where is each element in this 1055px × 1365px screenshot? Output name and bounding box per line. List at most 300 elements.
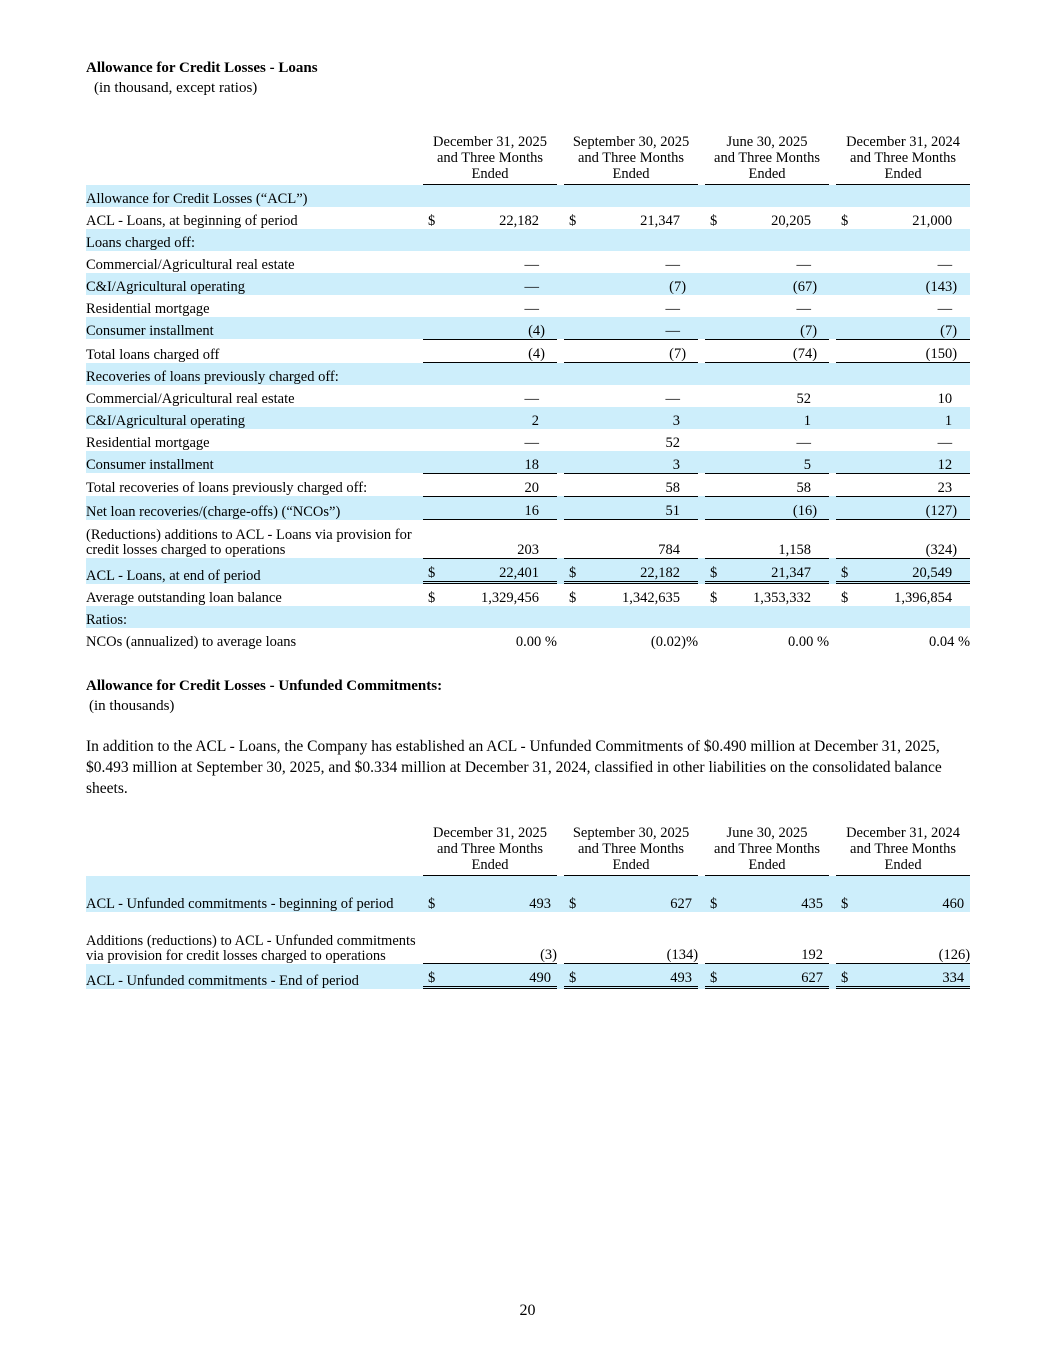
column-header-line: September 30, 2025 xyxy=(572,825,690,841)
table-row xyxy=(86,606,970,628)
cell-value: 52 xyxy=(796,391,812,407)
cell-value: (7) xyxy=(584,273,698,295)
cell-value xyxy=(443,185,557,207)
currency-symbol xyxy=(423,339,443,363)
column-header xyxy=(423,825,557,876)
row-label: Recoveries of loans previously charged off: xyxy=(86,363,416,385)
cell-value: 3 xyxy=(584,407,698,429)
column-header-line: and Three Months xyxy=(850,150,957,166)
column-gap xyxy=(416,385,423,407)
column-gap xyxy=(698,584,705,606)
currency-symbol xyxy=(564,496,584,520)
currency-symbol xyxy=(423,451,443,473)
table-row xyxy=(86,473,970,496)
currency-symbol: $ xyxy=(423,876,443,912)
currency-symbol xyxy=(423,606,443,628)
currency-symbol: $ xyxy=(836,964,856,989)
column-gap xyxy=(416,207,423,229)
column-header-line: June 30, 2025 xyxy=(726,134,808,150)
column-header-line: and Three Months xyxy=(578,150,685,166)
cell-value: 20,205 xyxy=(771,213,812,229)
currency-symbol xyxy=(423,520,443,558)
table-row xyxy=(86,558,970,584)
cell-value: 5 xyxy=(725,451,829,473)
column-gap xyxy=(557,207,564,229)
table-row xyxy=(86,451,970,473)
table-row xyxy=(86,407,970,429)
cell-value xyxy=(856,606,970,628)
column-gap xyxy=(698,363,705,385)
table-row xyxy=(86,496,970,520)
cell-value: 10 xyxy=(937,391,953,407)
cell-value: 627 xyxy=(584,876,698,912)
row-label: ACL - Loans, at end of period xyxy=(86,558,416,584)
column-gap xyxy=(829,496,836,520)
column-gap xyxy=(829,451,836,473)
column-gap xyxy=(698,229,705,251)
cell-value: — xyxy=(937,301,953,317)
column-gap xyxy=(557,606,564,628)
currency-symbol xyxy=(423,295,443,317)
table-row xyxy=(86,185,970,207)
currency-symbol xyxy=(423,317,443,339)
currency-symbol xyxy=(705,385,725,407)
row-label: ACL - Loans, at beginning of period xyxy=(86,213,298,229)
cell-value: 1,158 xyxy=(778,542,812,558)
column-gap xyxy=(416,295,423,317)
currency-symbol: $ xyxy=(836,876,856,912)
cell-value: (3) xyxy=(443,912,557,964)
column-header-line: and Three Months xyxy=(850,841,957,857)
currency-symbol xyxy=(705,606,725,628)
column-gap xyxy=(829,251,836,273)
column-gap xyxy=(829,407,836,429)
cell-value: — xyxy=(665,391,681,407)
column-gap xyxy=(829,295,836,317)
currency-symbol xyxy=(423,912,443,964)
currency-symbol: $ xyxy=(705,876,725,912)
cell-value: — xyxy=(584,317,698,339)
row-label: ACL - Unfunded commitments - End of period xyxy=(86,964,416,989)
currency-symbol xyxy=(836,606,856,628)
cell-value xyxy=(443,363,557,385)
column-gap xyxy=(557,251,564,273)
column-gap xyxy=(416,407,423,429)
column-gap xyxy=(698,825,705,876)
currency-symbol xyxy=(836,429,856,451)
currency-symbol xyxy=(836,185,856,207)
cell-value: — xyxy=(796,257,812,273)
currency-symbol: $ xyxy=(710,213,718,229)
column-header-line: and Three Months xyxy=(436,150,544,166)
column-gap xyxy=(829,429,836,451)
column-header xyxy=(564,825,698,876)
currency-symbol xyxy=(836,407,856,429)
column-header-line: June 30, 2025 xyxy=(726,825,808,841)
column-gap xyxy=(698,876,705,912)
cell-value: (134) xyxy=(584,912,698,964)
column-gap xyxy=(829,473,836,496)
currency-symbol xyxy=(423,496,443,520)
row-label: Average outstanding loan balance xyxy=(86,590,282,606)
table-row xyxy=(86,628,970,650)
cell-value: — xyxy=(524,301,540,317)
column-gap xyxy=(698,628,705,650)
currency-symbol xyxy=(423,407,443,429)
currency-symbol xyxy=(423,273,443,295)
column-gap xyxy=(416,451,423,473)
column-gap xyxy=(698,134,705,185)
column-header-line: and Three Months xyxy=(714,841,821,857)
currency-symbol: $ xyxy=(841,213,849,229)
column-gap xyxy=(698,429,705,451)
table-header-row xyxy=(86,134,970,185)
column-header-line: Ended xyxy=(748,166,786,182)
currency-symbol xyxy=(564,912,584,964)
table-row xyxy=(86,229,970,251)
currency-symbol xyxy=(836,451,856,473)
currency-symbol: $ xyxy=(564,558,584,584)
table-row xyxy=(86,584,970,606)
cell-value: 784 xyxy=(658,542,681,558)
acl-loans-title: Allowance for Credit Losses - Loans xyxy=(86,60,318,76)
currency-symbol xyxy=(705,363,725,385)
currency-symbol xyxy=(705,451,725,473)
cell-value: 22,401 xyxy=(443,558,557,584)
column-gap xyxy=(557,912,564,964)
column-gap xyxy=(557,317,564,339)
column-gap xyxy=(557,584,564,606)
cell-value: 1,353,332 xyxy=(753,590,812,606)
column-gap xyxy=(557,496,564,520)
column-header-line: Ended xyxy=(748,857,786,873)
column-gap xyxy=(416,496,423,520)
column-gap xyxy=(829,229,836,251)
row-label: ACL - Unfunded commitments - beginning of period xyxy=(86,876,416,912)
table-row xyxy=(86,912,970,964)
document-page xyxy=(86,58,970,989)
column-gap xyxy=(698,273,705,295)
currency-symbol: $ xyxy=(710,590,718,606)
cell-value: (74) xyxy=(725,339,829,363)
page-number: 20 xyxy=(519,1302,536,1319)
column-gap xyxy=(416,273,423,295)
column-gap xyxy=(557,429,564,451)
column-gap xyxy=(829,964,836,989)
currency-symbol: $ xyxy=(836,558,856,584)
currency-symbol xyxy=(705,429,725,451)
cell-value: 22,182 xyxy=(584,558,698,584)
cell-value: — xyxy=(796,301,812,317)
column-gap xyxy=(557,558,564,584)
column-gap xyxy=(698,520,705,558)
cell-value: 20 xyxy=(443,473,557,496)
column-gap xyxy=(829,825,836,876)
column-gap xyxy=(416,628,423,650)
cell-value: (143) xyxy=(856,273,970,295)
column-gap xyxy=(416,964,423,989)
table-row xyxy=(86,207,970,229)
currency-symbol xyxy=(836,229,856,251)
currency-symbol xyxy=(564,429,584,451)
column-gap xyxy=(698,185,705,207)
column-gap xyxy=(557,185,564,207)
column-header xyxy=(836,825,970,876)
row-label: Ratios: xyxy=(86,606,416,628)
column-gap xyxy=(557,385,564,407)
table-row xyxy=(86,385,970,407)
table-row xyxy=(86,363,970,385)
acl-unfunded-subtitle: (in thousands) xyxy=(89,698,175,714)
cell-value: 435 xyxy=(725,876,829,912)
column-header-line: December 31, 2025 xyxy=(433,134,547,150)
currency-symbol xyxy=(423,628,443,650)
cell-value: — xyxy=(937,257,953,273)
currency-symbol: $ xyxy=(705,964,725,989)
column-gap xyxy=(416,251,423,273)
currency-symbol xyxy=(836,251,856,273)
currency-symbol xyxy=(564,606,584,628)
cell-value: 1,329,456 xyxy=(481,590,540,606)
cell-value: 22,182 xyxy=(499,213,540,229)
currency-symbol xyxy=(836,520,856,558)
column-header-line: Ended xyxy=(612,857,650,873)
cell-value: 58 xyxy=(725,473,829,496)
cell-value: 460 xyxy=(856,876,970,912)
cell-value xyxy=(584,229,698,251)
column-gap xyxy=(557,295,564,317)
cell-value: 1 xyxy=(856,407,970,429)
column-gap xyxy=(416,185,423,207)
currency-symbol xyxy=(423,363,443,385)
currency-symbol xyxy=(705,229,725,251)
currency-symbol: $ xyxy=(564,964,584,989)
cell-value xyxy=(725,185,829,207)
column-gap xyxy=(557,363,564,385)
cell-value: — xyxy=(665,257,681,273)
currency-symbol xyxy=(705,496,725,520)
column-gap xyxy=(829,385,836,407)
row-label: (Reductions) additions to ACL - Loans via provision for credit losses charged to operations xyxy=(86,527,412,558)
header-blank xyxy=(86,825,416,876)
row-label: Consumer installment xyxy=(86,451,416,473)
currency-symbol xyxy=(705,251,725,273)
cell-value: (7) xyxy=(584,339,698,363)
column-gap xyxy=(416,473,423,496)
cell-value xyxy=(856,229,970,251)
currency-symbol xyxy=(836,273,856,295)
row-label: Residential mortgage xyxy=(86,301,210,317)
cell-value xyxy=(725,363,829,385)
column-gap xyxy=(557,964,564,989)
row-label: Total recoveries of loans previously charged off: xyxy=(86,480,368,496)
currency-symbol xyxy=(564,520,584,558)
currency-symbol xyxy=(423,229,443,251)
currency-symbol xyxy=(564,185,584,207)
column-header-line: December 31, 2024 xyxy=(846,825,961,841)
column-gap xyxy=(416,876,423,912)
currency-symbol xyxy=(705,273,725,295)
acl-unfunded-title: Allowance for Credit Losses - Unfunded Commitments: xyxy=(86,678,443,694)
column-header-line: and Three Months xyxy=(436,841,544,857)
column-gap xyxy=(557,339,564,363)
column-gap xyxy=(698,339,705,363)
column-gap xyxy=(557,473,564,496)
column-gap xyxy=(416,229,423,251)
currency-symbol: $ xyxy=(569,590,577,606)
currency-symbol xyxy=(564,451,584,473)
cell-value: 21,000 xyxy=(912,213,953,229)
currency-symbol: $ xyxy=(423,964,443,989)
cell-value: (67) xyxy=(725,273,829,295)
column-gap xyxy=(416,558,423,584)
row-label: Additions (reductions) to ACL - Unfunded commitments via provision for credit losses charged to operations xyxy=(86,933,416,964)
cell-value: (4) xyxy=(443,339,557,363)
column-gap xyxy=(557,876,564,912)
cell-value xyxy=(856,363,970,385)
currency-symbol xyxy=(423,385,443,407)
column-gap xyxy=(416,134,423,185)
column-gap xyxy=(698,912,705,964)
currency-symbol xyxy=(836,496,856,520)
cell-value: 334 xyxy=(856,964,970,989)
column-gap xyxy=(829,134,836,185)
table-row xyxy=(86,429,970,451)
row-label: Total loans charged off xyxy=(86,347,220,363)
column-gap xyxy=(829,584,836,606)
currency-symbol: $ xyxy=(423,558,443,584)
column-gap xyxy=(416,520,423,558)
currency-symbol xyxy=(564,473,584,496)
currency-symbol xyxy=(564,251,584,273)
column-gap xyxy=(698,251,705,273)
table-row xyxy=(86,520,970,558)
cell-value: (150) xyxy=(856,339,970,363)
column-gap xyxy=(698,407,705,429)
currency-symbol xyxy=(564,273,584,295)
currency-symbol xyxy=(564,363,584,385)
row-label: Allowance for Credit Losses (“ACL”) xyxy=(86,185,416,207)
currency-symbol xyxy=(705,339,725,363)
cell-value: 0.04 % xyxy=(928,634,971,650)
currency-symbol xyxy=(836,295,856,317)
column-header-line: September 30, 2025 xyxy=(572,134,690,150)
cell-value: 21,347 xyxy=(725,558,829,584)
column-gap xyxy=(829,558,836,584)
currency-symbol xyxy=(564,295,584,317)
cell-value: — xyxy=(937,435,953,451)
column-gap xyxy=(829,606,836,628)
column-gap xyxy=(416,339,423,363)
column-gap xyxy=(416,429,423,451)
column-gap xyxy=(698,451,705,473)
cell-value: — xyxy=(443,273,557,295)
column-header xyxy=(564,134,698,185)
currency-symbol: $ xyxy=(428,590,436,606)
currency-symbol xyxy=(705,317,725,339)
currency-symbol xyxy=(423,473,443,496)
cell-value: — xyxy=(796,435,812,451)
cell-value: 58 xyxy=(584,473,698,496)
row-label: Net loan recoveries/(charge-offs) (“NCOs”) xyxy=(86,496,416,520)
column-gap xyxy=(557,273,564,295)
cell-value: 3 xyxy=(584,451,698,473)
table-row xyxy=(86,295,970,317)
row-label: NCOs (annualized) to average loans xyxy=(86,634,297,650)
cell-value: 493 xyxy=(443,876,557,912)
column-gap xyxy=(557,628,564,650)
column-header xyxy=(705,134,829,185)
row-label: Commercial/Agricultural real estate xyxy=(86,391,295,407)
currency-symbol xyxy=(564,229,584,251)
currency-symbol: $ xyxy=(428,213,436,229)
table-row xyxy=(86,317,970,339)
column-header-line: December 31, 2024 xyxy=(846,134,961,150)
cell-value: 627 xyxy=(725,964,829,989)
column-gap xyxy=(698,385,705,407)
cell-value: 52 xyxy=(665,435,681,451)
cell-value: (4) xyxy=(443,317,557,339)
cell-value xyxy=(725,606,829,628)
column-gap xyxy=(416,317,423,339)
column-gap xyxy=(698,558,705,584)
currency-symbol: $ xyxy=(841,590,849,606)
cell-value xyxy=(443,606,557,628)
column-header-line: and Three Months xyxy=(578,841,685,857)
currency-symbol xyxy=(423,185,443,207)
column-gap xyxy=(829,628,836,650)
cell-value: 2 xyxy=(443,407,557,429)
cell-value xyxy=(584,185,698,207)
cell-value: 16 xyxy=(443,496,557,520)
currency-symbol xyxy=(705,295,725,317)
column-gap xyxy=(829,876,836,912)
column-gap xyxy=(698,496,705,520)
column-gap xyxy=(557,407,564,429)
cell-value: (126) xyxy=(856,912,970,964)
column-gap xyxy=(698,606,705,628)
column-gap xyxy=(698,317,705,339)
currency-symbol xyxy=(836,317,856,339)
cell-value: 12 xyxy=(856,451,970,473)
row-label: Residential mortgage xyxy=(86,435,210,451)
column-header-line: Ended xyxy=(884,166,922,182)
cell-value: (16) xyxy=(725,496,829,520)
currency-symbol xyxy=(564,339,584,363)
column-gap xyxy=(829,207,836,229)
column-gap xyxy=(829,912,836,964)
column-gap xyxy=(557,229,564,251)
table-row xyxy=(86,251,970,273)
currency-symbol xyxy=(705,473,725,496)
cell-value: 51 xyxy=(584,496,698,520)
column-header-line: Ended xyxy=(471,166,509,182)
cell-value: 21,347 xyxy=(640,213,681,229)
column-gap xyxy=(698,207,705,229)
cell-value: 23 xyxy=(856,473,970,496)
cell-value: — xyxy=(665,301,681,317)
row-label: Commercial/Agricultural real estate xyxy=(86,257,295,273)
currency-symbol: $ xyxy=(705,558,725,584)
column-gap xyxy=(698,964,705,989)
currency-symbol xyxy=(836,363,856,385)
cell-value: (7) xyxy=(856,317,970,339)
cell-value: — xyxy=(524,435,540,451)
currency-symbol xyxy=(564,628,584,650)
column-gap xyxy=(557,520,564,558)
currency-symbol: $ xyxy=(564,876,584,912)
currency-symbol xyxy=(423,251,443,273)
